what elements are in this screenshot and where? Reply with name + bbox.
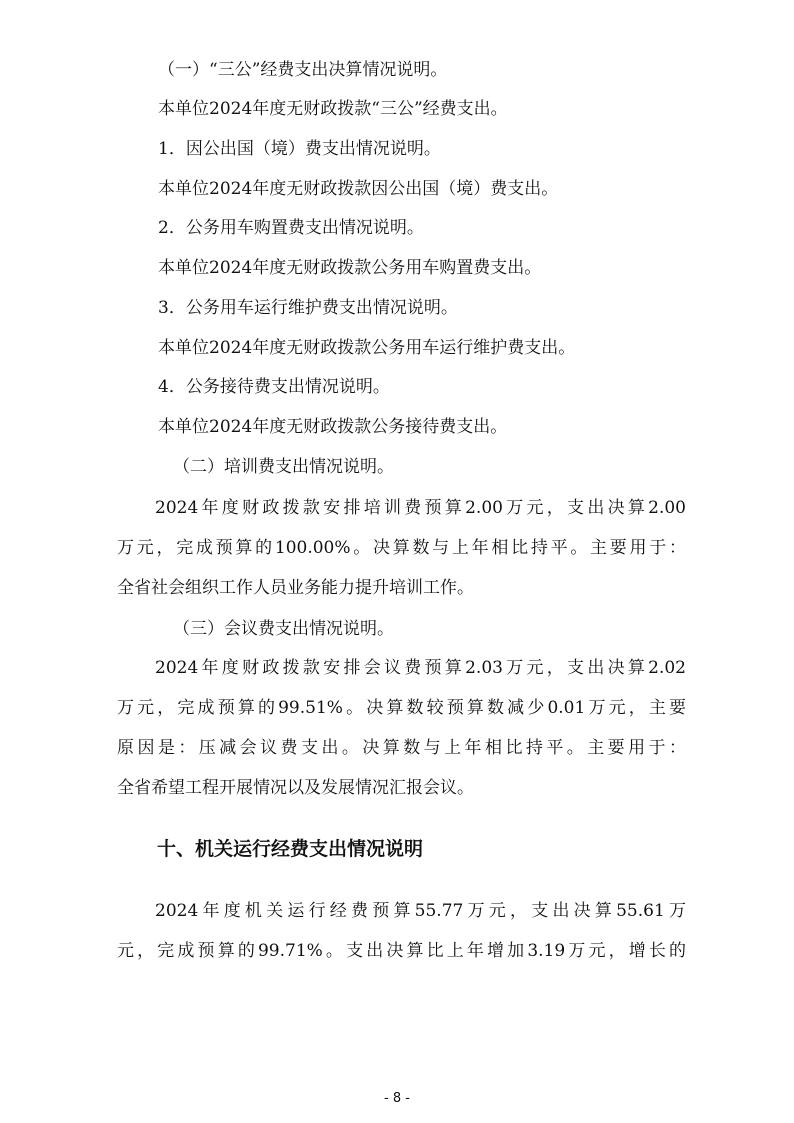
section-heading-ten: 十、机关运行经费支出情况说明 bbox=[157, 838, 424, 860]
paragraph-training-line-3: 全省社会组织工作人员业务能力提升培训工作。 bbox=[117, 578, 474, 598]
subsection-title-three-public: （一）“三公”经费支出决算情况说明。 bbox=[158, 60, 448, 80]
paragraph-meeting-line-1: 2024年度财政拨款安排会议费预算2.03万元，支出决算2.02 bbox=[155, 658, 686, 678]
item-title-overseas: 1．因公出国（境）费支出情况说明。 bbox=[158, 139, 441, 159]
item-text-overseas: 本单位2024年度无财政拨款因公出国（境）费支出。 bbox=[158, 179, 559, 199]
item-text-vehicle-operation: 本单位2024年度无财政拨款公务用车运行维护费支出。 bbox=[158, 338, 576, 358]
item-title-vehicle-purchase: 2．公务用车购置费支出情况说明。 bbox=[158, 218, 424, 238]
paragraph-three-public-summary: 本单位2024年度无财政拨款“三公”经费支出。 bbox=[158, 99, 508, 119]
paragraph-operating-line-2: 元，完成预算的99.71%。支出决算比上年增加3.19万元，增长的 bbox=[117, 941, 686, 961]
paragraph-operating-line-1: 2024年度机关运行经费预算55.77万元，支出决算55.61万 bbox=[155, 901, 686, 921]
paragraph-training-line-1: 2024年度财政拨款安排培训费预算2.00万元，支出决算2.00 bbox=[155, 498, 686, 518]
page-number: - 8 - bbox=[384, 1091, 410, 1106]
subsection-title-training: （二）培训费支出情况说明。 bbox=[173, 457, 394, 477]
item-text-reception: 本单位2024年度无财政拨款公务接待费支出。 bbox=[158, 417, 508, 437]
item-text-vehicle-purchase: 本单位2024年度无财政拨款公务用车购置费支出。 bbox=[158, 258, 542, 278]
item-title-reception: 4．公务接待费支出情况说明。 bbox=[158, 377, 390, 397]
paragraph-meeting-line-3: 原因是：压减会议费支出。决算数与上年相比持平。主要用于： bbox=[117, 738, 686, 758]
item-title-vehicle-operation: 3．公务用车运行维护费支出情况说明。 bbox=[158, 298, 458, 318]
subsection-title-meeting: （三）会议费支出情况说明。 bbox=[173, 619, 394, 639]
paragraph-training-line-2: 万元，完成预算的100.00%。决算数与上年相比持平。主要用于： bbox=[117, 538, 686, 558]
paragraph-meeting-line-2: 万元，完成预算的99.51%。决算数较预算数减少0.01万元，主要 bbox=[117, 698, 686, 718]
paragraph-meeting-line-4: 全省希望工程开展情况以及发展情况汇报会议。 bbox=[117, 778, 474, 798]
